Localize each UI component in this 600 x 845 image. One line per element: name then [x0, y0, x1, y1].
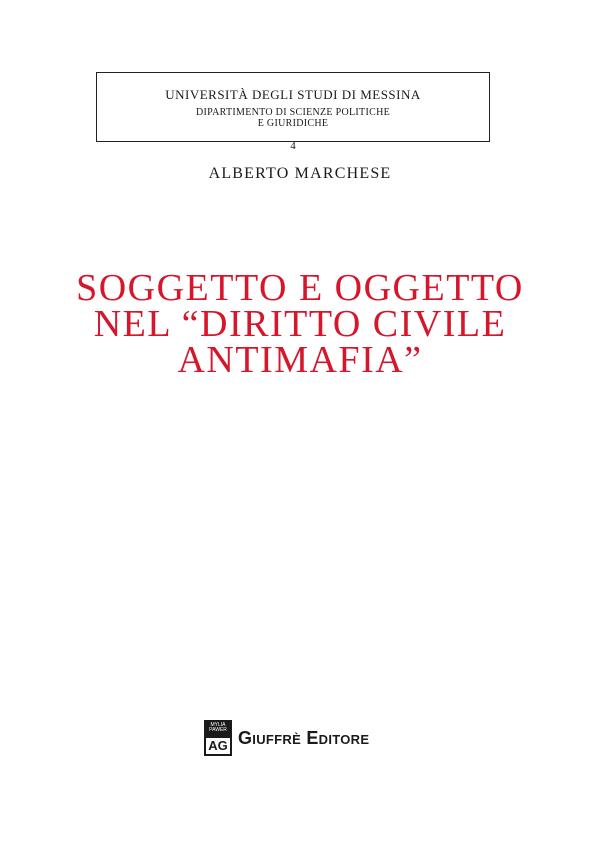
series-box [96, 72, 490, 142]
publisher-logo-icon [204, 720, 232, 756]
series-department-line1: DIPARTIMENTO DI SCIENZE POLITICHE [195, 107, 391, 118]
series-university: UNIVERSITÀ DEGLI STUDI DI MESSINA [165, 87, 421, 102]
publisher-logo-initials: AG [208, 738, 228, 753]
book-title [0, 267, 600, 381]
book-title-line2: NEL “DIRITTO CIVILE [93, 303, 507, 345]
book-title-line1: SOGGETTO E OGGETTO [76, 267, 524, 309]
series-department [97, 107, 489, 129]
publisher-block [204, 720, 369, 756]
book-title-line3: ANTIMAFIA” [177, 339, 423, 381]
series-number: 4 [290, 140, 296, 152]
publisher-logo-top: MYLIA PAWER [206, 722, 230, 738]
publisher-name: Giuffrè Editore [238, 727, 370, 748]
author-name: ALBERTO MARCHESE [208, 165, 392, 182]
series-department-line2: E GIURIDICHE [257, 118, 329, 129]
